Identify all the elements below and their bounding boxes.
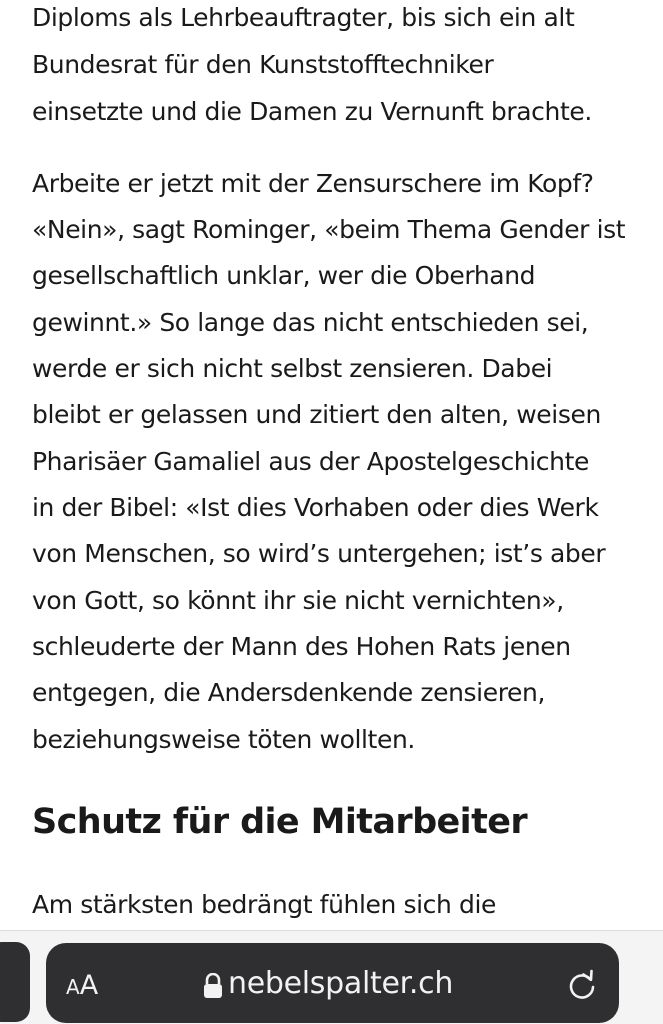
article-line: von Menschen, so wird’s untergehen; ist’s aber xyxy=(32,539,606,568)
article-line: Pharisäer Gamaliel aus der Apostelgeschichte xyxy=(32,447,589,476)
text-size-large-label: A xyxy=(79,970,99,1001)
article-line: Diploms als Lehrbeauftragter, bis sich ein alt xyxy=(32,3,575,32)
article-line: schleuderte der Mann des Hohen Rats jenen xyxy=(32,632,571,661)
article-line: «Nein», sagt Rominger, «beim Thema Gender ist xyxy=(32,215,626,244)
article-line: Am stärksten bedrängt fühlen sich die xyxy=(32,890,496,919)
article-line: in der Bibel: «Ist dies Vorhaben oder dies Werk xyxy=(32,493,599,522)
text-size-button[interactable] xyxy=(66,971,98,1002)
article-line: Arbeite er jetzt mit der Zensurschere im Kopf? xyxy=(32,169,594,198)
article-line: beziehungsweise töten wollten. xyxy=(32,725,415,754)
lock-icon xyxy=(202,973,224,999)
article-line: bleibt er gelassen und zitiert den alten, weisen xyxy=(32,400,601,429)
article-line: einsetzte und die Damen zu Vernunft brachte. xyxy=(32,97,592,126)
address-bar[interactable] xyxy=(46,943,619,1023)
article-line: gesellschaftlich unklar, wer die Oberhand xyxy=(32,261,536,290)
article-line: entgegen, die Andersdenkende zensieren, xyxy=(32,678,546,707)
article-line: werde er sich nicht selbst zensieren. Dabei xyxy=(32,354,553,383)
text-size-small-label: A xyxy=(66,975,80,999)
url-text[interactable]: nebelspalter.ch xyxy=(228,966,454,1001)
section-heading: Schutz für die Mitarbeiter xyxy=(32,802,527,842)
article-line: von Gott, so könnt ihr sie nicht vernichten», xyxy=(32,586,564,615)
reload-icon[interactable] xyxy=(564,967,600,1003)
previous-tab-preview[interactable] xyxy=(0,942,30,1022)
article-line: Bundesrat für den Kunststofftechniker xyxy=(32,50,494,79)
article-line: gewinnt.» So lange das nicht entschieden sei, xyxy=(32,308,589,337)
